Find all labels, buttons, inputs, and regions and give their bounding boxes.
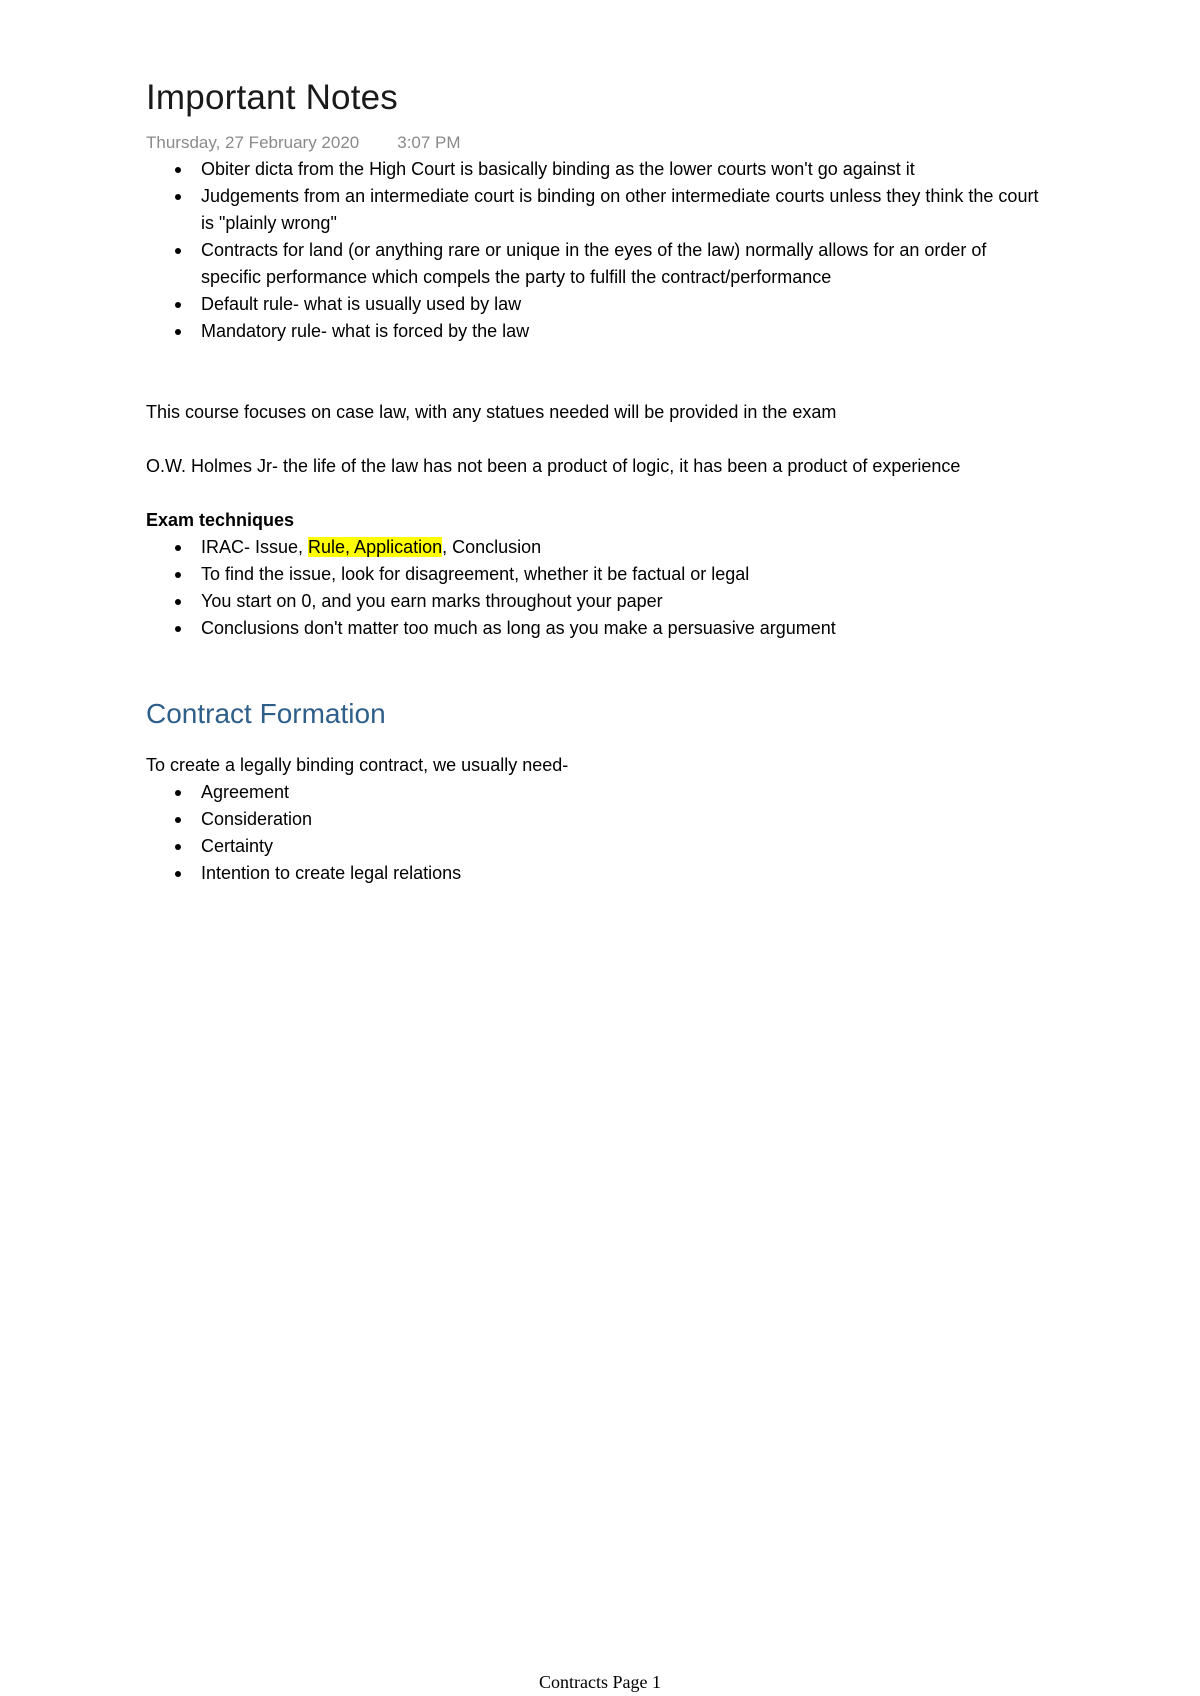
list-item: Consideration xyxy=(146,806,1046,833)
contract-formation-list xyxy=(146,779,1046,887)
list-item: Agreement xyxy=(146,779,1046,806)
page-meta xyxy=(146,130,1046,156)
list-item: Mandatory rule- what is forced by the law xyxy=(146,318,1046,345)
page-time: 3:07 PM xyxy=(397,133,461,152)
list-item-irac xyxy=(146,534,1046,561)
list-item: Default rule- what is usually used by law xyxy=(146,291,1046,318)
list-item: You start on 0, and you earn marks throughout your paper xyxy=(146,588,1046,615)
irac-highlighted-text: Rule, Application xyxy=(308,537,443,557)
irac-suffix: , Conclusion xyxy=(442,537,542,557)
list-item: Judgements from an intermediate court is binding on other intermediate courts unless they think the court is "plainly wrong" xyxy=(146,183,1046,237)
list-item: Conclusions don't matter too much as long as you make a persuasive argument xyxy=(146,615,1046,642)
irac-prefix: IRAC- Issue, xyxy=(201,537,309,557)
list-item: Contracts for land (or anything rare or unique in the eyes of the law) normally allows for an order of specific performance which compels the party to fulfill the contract/performance xyxy=(146,237,1046,291)
page-date: Thursday, 27 February 2020 xyxy=(146,133,360,152)
exam-techniques-list xyxy=(146,534,1046,642)
contract-formation-heading: Contract Formation xyxy=(146,698,386,729)
course-paragraph: This course focuses on case law, with any statues needed will be provided in the exam xyxy=(146,402,837,422)
list-item: Obiter dicta from the High Court is basically binding as the lower courts won't go against it xyxy=(146,156,1046,183)
important-notes-list xyxy=(146,156,1046,345)
page-content xyxy=(146,72,1046,887)
contract-formation-intro: To create a legally binding contract, we usually need- xyxy=(146,755,569,775)
holmes-quote-paragraph: O.W. Holmes Jr- the life of the law has not been a product of logic, it has been a product of experience xyxy=(146,456,961,476)
exam-techniques-heading: Exam techniques xyxy=(146,510,295,530)
list-item: Intention to create legal relations xyxy=(146,860,1046,887)
list-item: To find the issue, look for disagreement, whether it be factual or legal xyxy=(146,561,1046,588)
page-footer: Contracts Page 1 xyxy=(539,1672,661,1692)
page-title: Important Notes xyxy=(146,78,398,117)
list-item: Certainty xyxy=(146,833,1046,860)
